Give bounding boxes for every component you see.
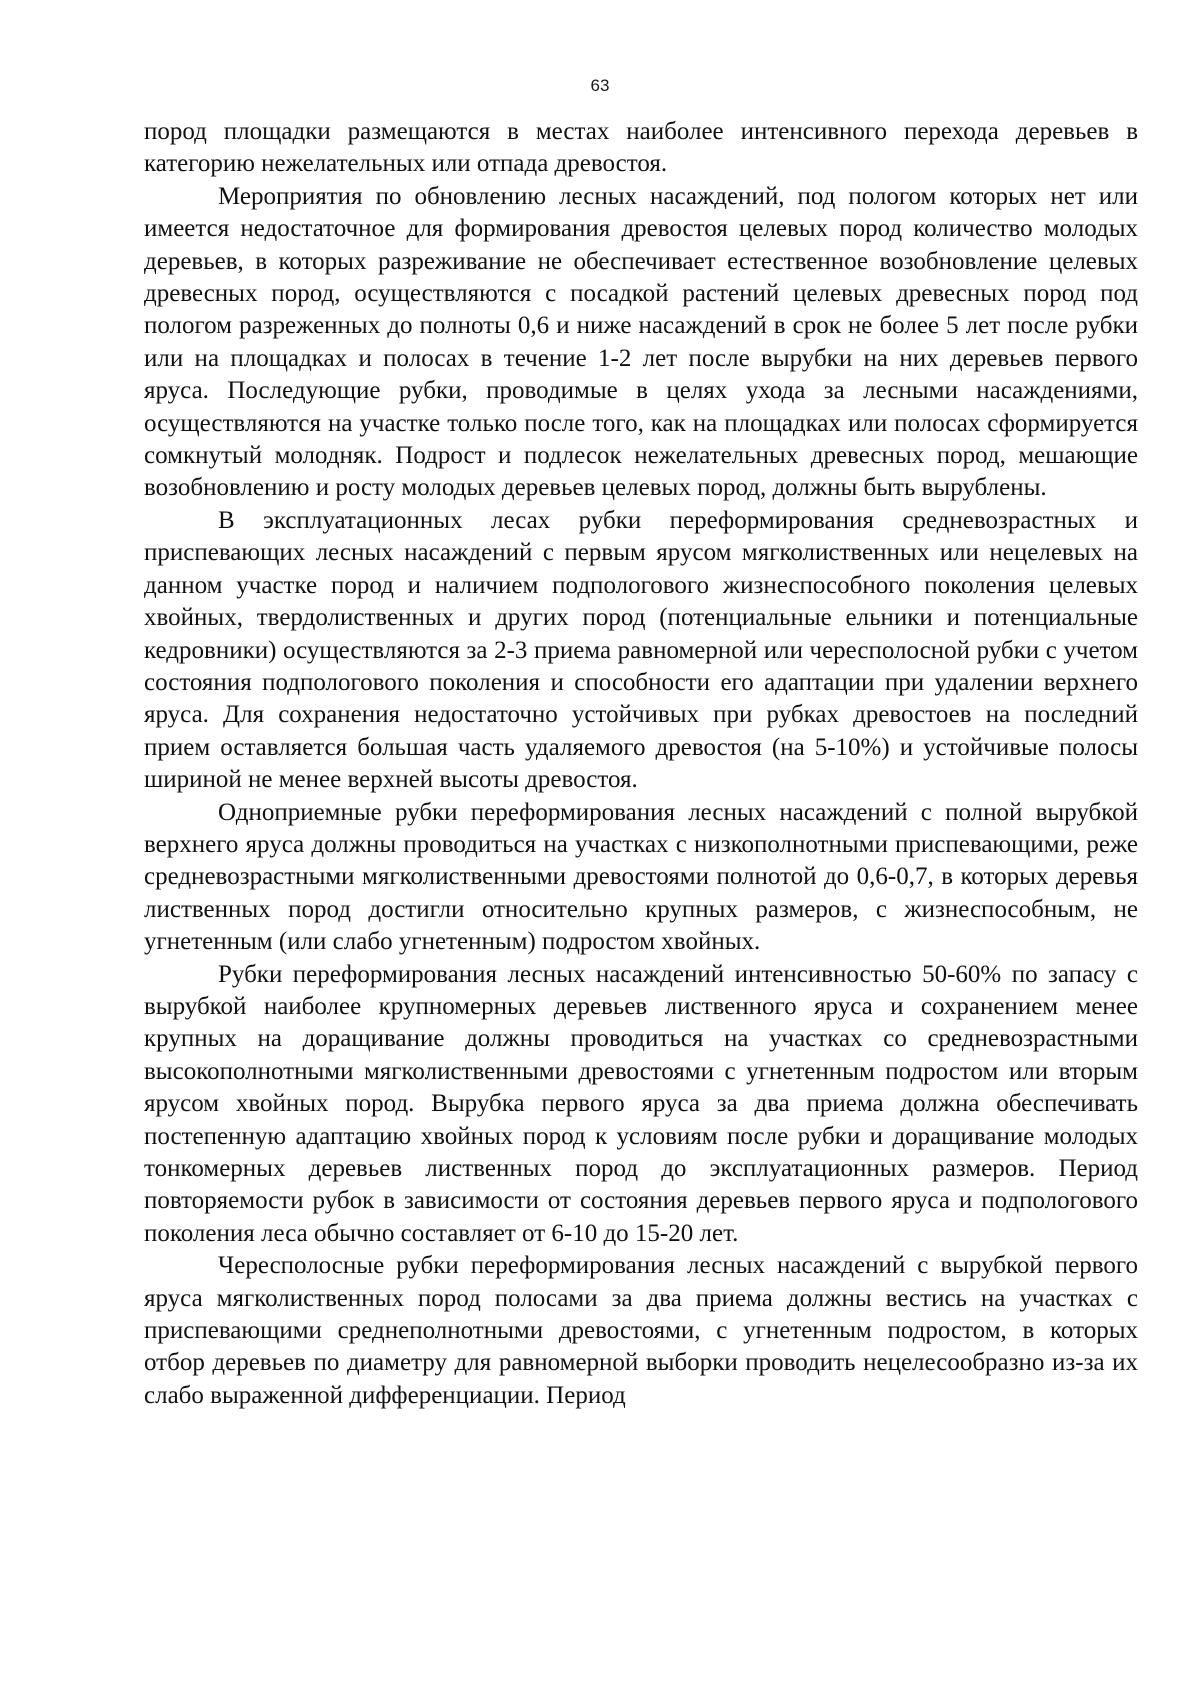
paragraph-strip-cuttings: Чересполосные рубки переформирования лесных насаждений с вырубкой первого яруса мягколиственных пород полосами за два приема должны вестись на участках с приспевающими среднеполнотными древостоями, с угнетенным подростом, в которых отбор деревьев по диаметру для равномерной выборки проводить нецелесообразно из-за их слабо выраженной дифференциации. Период: [144, 1252, 1138, 1409]
document-body: [144, 116, 1138, 1412]
paragraph-single-stage-cuttings: Одноприемные рубки переформирования лесных насаждений с полной вырубкой верхнего яруса должны проводиться на участках с низкополнотными приспевающими, реже средневозрастными мягколиственными древостоями полнотой до 0,6-0,7, в которых деревья лиственных пород достигли относительно крупных размеров, с жизнеспособным, не угнетенным (или слабо угнетенным) подростом хвойных.: [144, 798, 1138, 956]
page-number: 63: [590, 76, 610, 95]
paragraph-continuation: пород площадки размещаются в местах наиболее интенсивного перехода деревьев в категорию нежелательных или отпада древостоя.: [144, 118, 1138, 178]
paragraph-intensity-cuttings: Рубки переформирования лесных насаждений интенсивностью 50-60% по запасу с вырубкой наиболее крупномерных деревьев лиственного яруса и сохранением менее крупных на доращивание должны проводиться на участках со средневозрастными высокополнотными мягколиственными древостоями с угнетенным подростом или вторым ярусом хвойных пород. Вырубка первого яруса за два приема должна обеспечивать постепенную адаптацию хвойных пород к условиям после рубки и доращивание молодых тонкомерных деревьев лиственных пород до эксплуатационных размеров. Период повторяемости рубок в зависимости от состояния деревьев первого яруса и подпологового поколения леса обычно составляет от 6-10 до 15-20 лет.: [144, 960, 1138, 1247]
paragraph-renewal-measures: Мероприятия по обновлению лесных насаждений, под пологом которых нет или имеется недостаточное для формирования древостоя целевых пород количество молодых деревьев, в которых разреживание не обеспечивает естественное возобновление целевых древесных пород, осуществляются с посадкой растений целевых древесных пород под пологом разреженных до полноты 0,6 и ниже насаждений в срок не более 5 лет после рубки или на площадках и полосах в течение 1-2 лет после вырубки на них деревьев первого яруса. Последующие рубки, проводимые в целях ухода за лесными насаждениями, осуществляются на участке только после того, как на площадках или полосах сформируется сомкнутый молодняк. Подрост и подлесок нежелательных древесных пород, мешающие возобновлению и росту молодых деревьев целевых пород, должны быть вырублены.: [144, 182, 1138, 502]
paragraph-exploitation-forests: В эксплуатационных лесах рубки переформирования средневозрастных и приспевающих лесных насаждений с первым ярусом мягколиственных или нецелевых на данном участке пород и наличием подпологового жизнеспособного поколения целевых хвойных, твердолиственных и других пород (потенциальные ельники и потенциальные кедровники) осуществляются за 2-3 приема равномерной или чересполосной рубки с учетом состояния подпологового поколения и способности его адаптации при удалении верхнего яруса. Для сохранения недостаточно устойчивых при рубках древостоев на последний прием оставляется большая часть удаляемого древостоя (на 5-10%) и устойчивые полосы шириной не менее верхней высоты древостоя.: [144, 506, 1138, 794]
